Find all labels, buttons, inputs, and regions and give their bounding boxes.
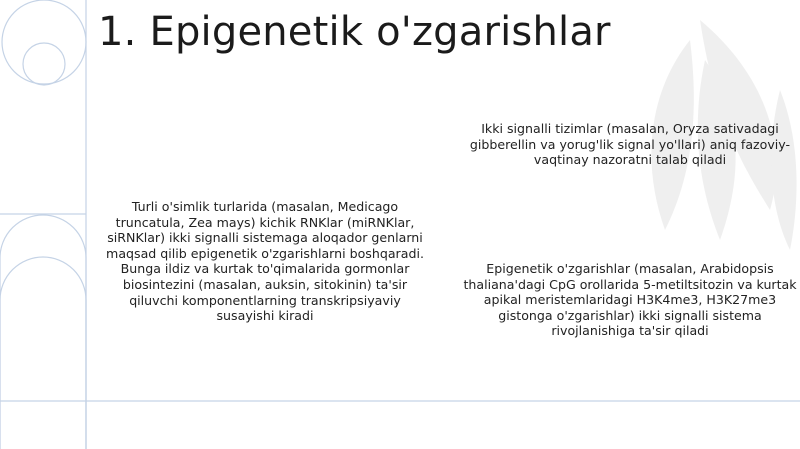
decorative-arches (0, 215, 86, 449)
right-bottom-paragraph: Epigenetik o'zgarishlar (masalan, Arabidopsis thaliana'dagi CpG orollarida 5-metiltsitozin va kurtak apikal meristemlaridagi H3K4me3, H3K27me3 gistonga o'zgarishlar) ikki signalli sistema rivojlanishiga ta'sir qiladi (463, 261, 797, 339)
left-paragraph: Turli o'simlik turlarida (masalan, Medicago truncatula, Zea mays) kichik RNKlar (miRNKlar, siRNKlar) ikki signalli sistemaga aloqador genlarni maqsad qilib epigenetik o'zgarishlarni boshqaradi. Bunga ildiz va kurtak to'qimalarida gormonlar biosintezini (masalan, auksin, sitokinin) ta'sir qiluvchi komponentlarning transkripsiyaviy susayishi kiradi (106, 199, 424, 324)
decorative-circles (2, 0, 86, 85)
right-top-paragraph: Ikki signalli tizimlar (masalan, Oryza sativadagi gibberellin va yorug'lik signal yo'llari) aniq fazoviy-vaqtinay nazoratni talab qiladi (469, 121, 791, 168)
slide-title: 1. Epigenetik o'zgarishlar (98, 9, 611, 55)
